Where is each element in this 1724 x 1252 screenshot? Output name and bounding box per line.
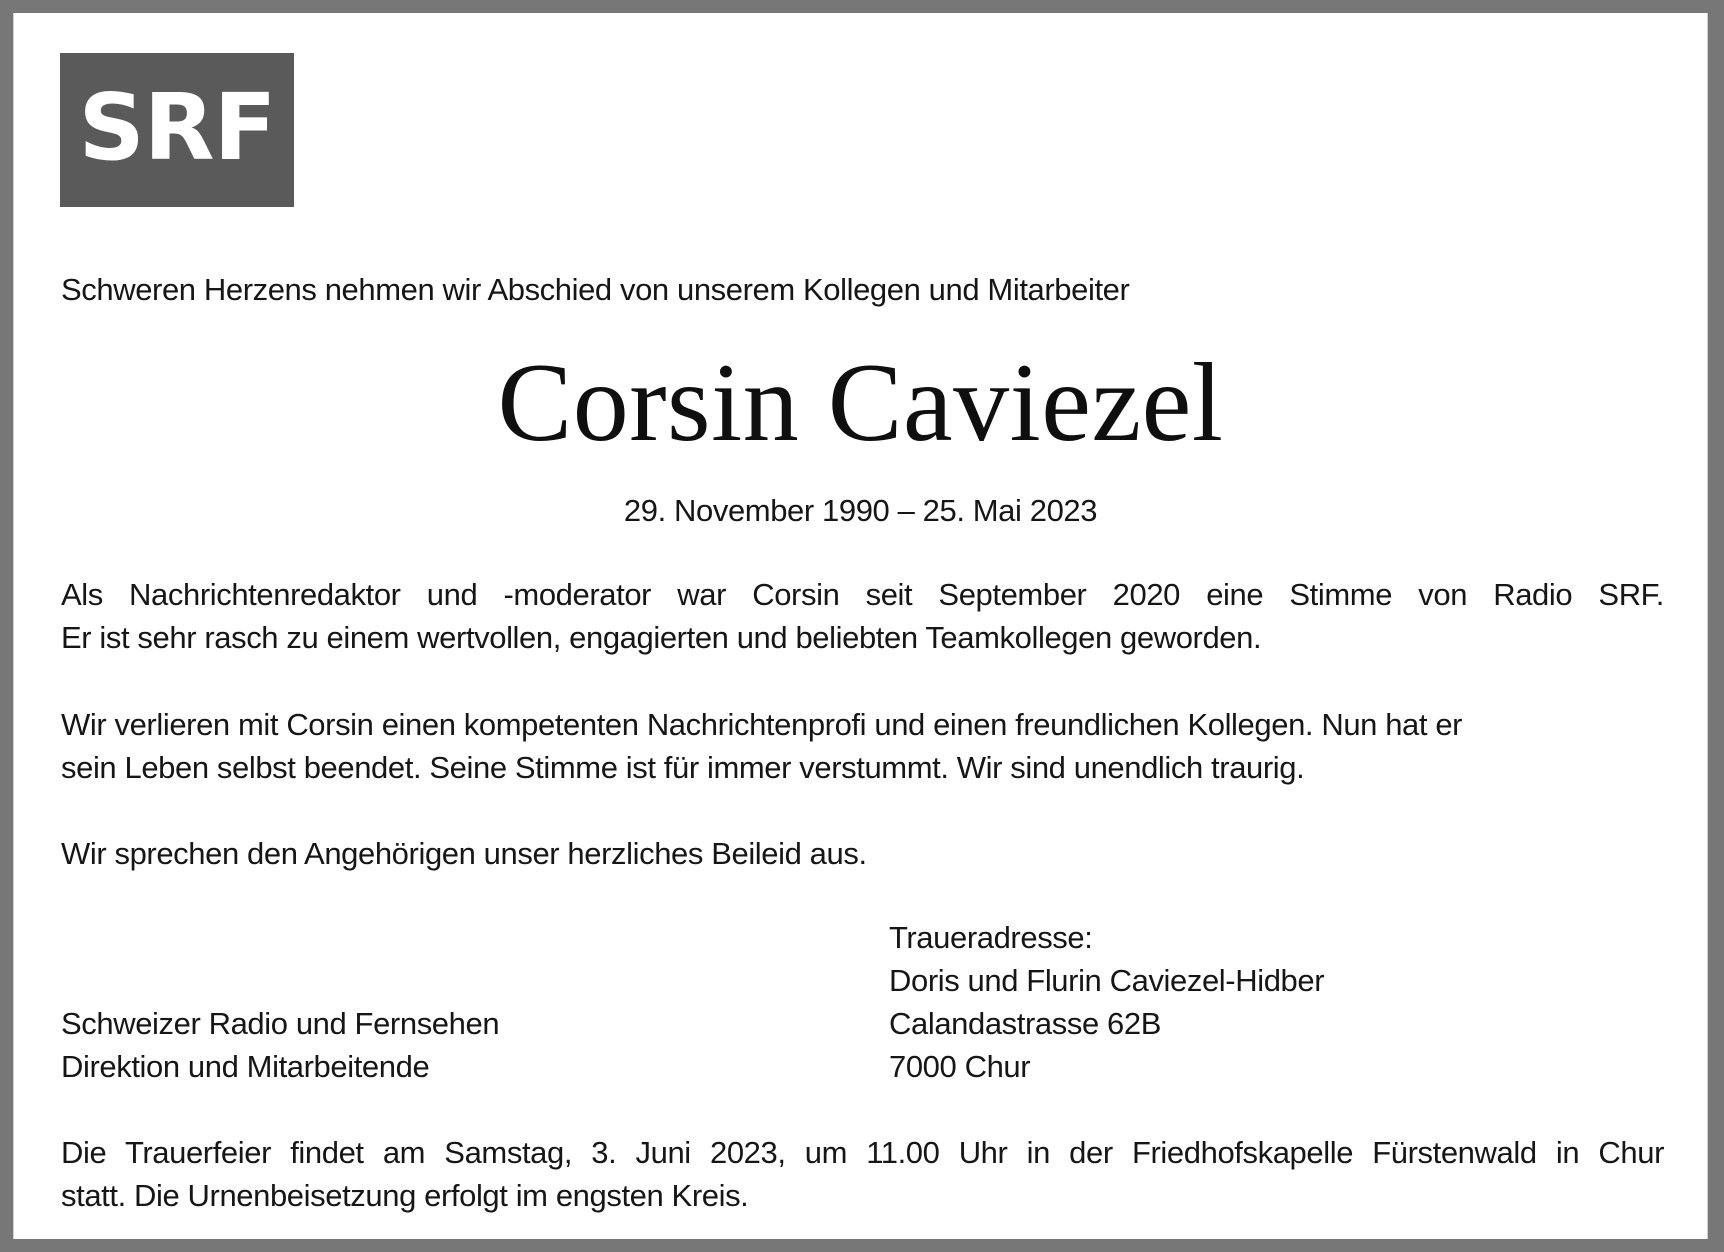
address-names: Doris und Flurin Caviezel-Hidber: [889, 963, 1325, 998]
mourning-address-block: [889, 916, 1324, 1088]
srf-logo-text: SRF: [78, 74, 276, 181]
paragraph-career-line-2: Er ist sehr rasch zu einem wertvollen, engagierten und beliebten Teamkollegen geworden.: [61, 620, 1262, 655]
deceased-name: Corsin Caviezel: [497, 341, 1224, 465]
paragraph-loss-line-2: sein Leben selbst beendet. Seine Stimme ist für immer verstummt. Wir sind unendlich traurig.: [61, 750, 1305, 785]
address-label: Traueradresse:: [889, 920, 1093, 955]
paragraph-funeral: [61, 1131, 1664, 1217]
paragraph-funeral-line-2: statt. Die Urnenbeisetzung erfolgt im engsten Kreis.: [61, 1178, 749, 1213]
paragraph-career-line-1: Als Nachrichtenredaktor und -moderator war Corsin seit September 2020 eine Stimme von Radio SRF.: [61, 577, 1664, 612]
paragraph-loss: [61, 703, 1664, 789]
paragraph-career: [61, 573, 1664, 659]
paragraph-funeral-line-1: Die Trauerfeier findet am Samstag, 3. Juni 2023, um 11.00 Uhr in der Friedhofskapelle Fürstenwald in Chur: [61, 1135, 1664, 1170]
sender-organization: Schweizer Radio und Fernsehen: [61, 1006, 500, 1041]
srf-logo: [60, 53, 294, 207]
obituary-notice: [13, 13, 1708, 1239]
intro-text: Schweren Herzens nehmen wir Abschied von unserem Kollegen und Mitarbeiter: [61, 272, 1130, 307]
address-city: 7000 Chur: [889, 1049, 1031, 1084]
paragraph-condolences: Wir sprechen den Angehörigen unser herzliches Beileid aus.: [61, 836, 867, 871]
sender-department: Direktion und Mitarbeitende: [61, 1049, 430, 1084]
paragraph-loss-line-1: Wir verlieren mit Corsin einen kompetenten Nachrichtenprofi und einen freundlichen Kollegen. Nun hat er: [61, 707, 1463, 742]
sender-block: [61, 1002, 499, 1088]
life-dates: 29. November 1990 – 25. Mai 2023: [623, 493, 1098, 528]
address-street: Calandastrasse 62B: [889, 1006, 1161, 1041]
